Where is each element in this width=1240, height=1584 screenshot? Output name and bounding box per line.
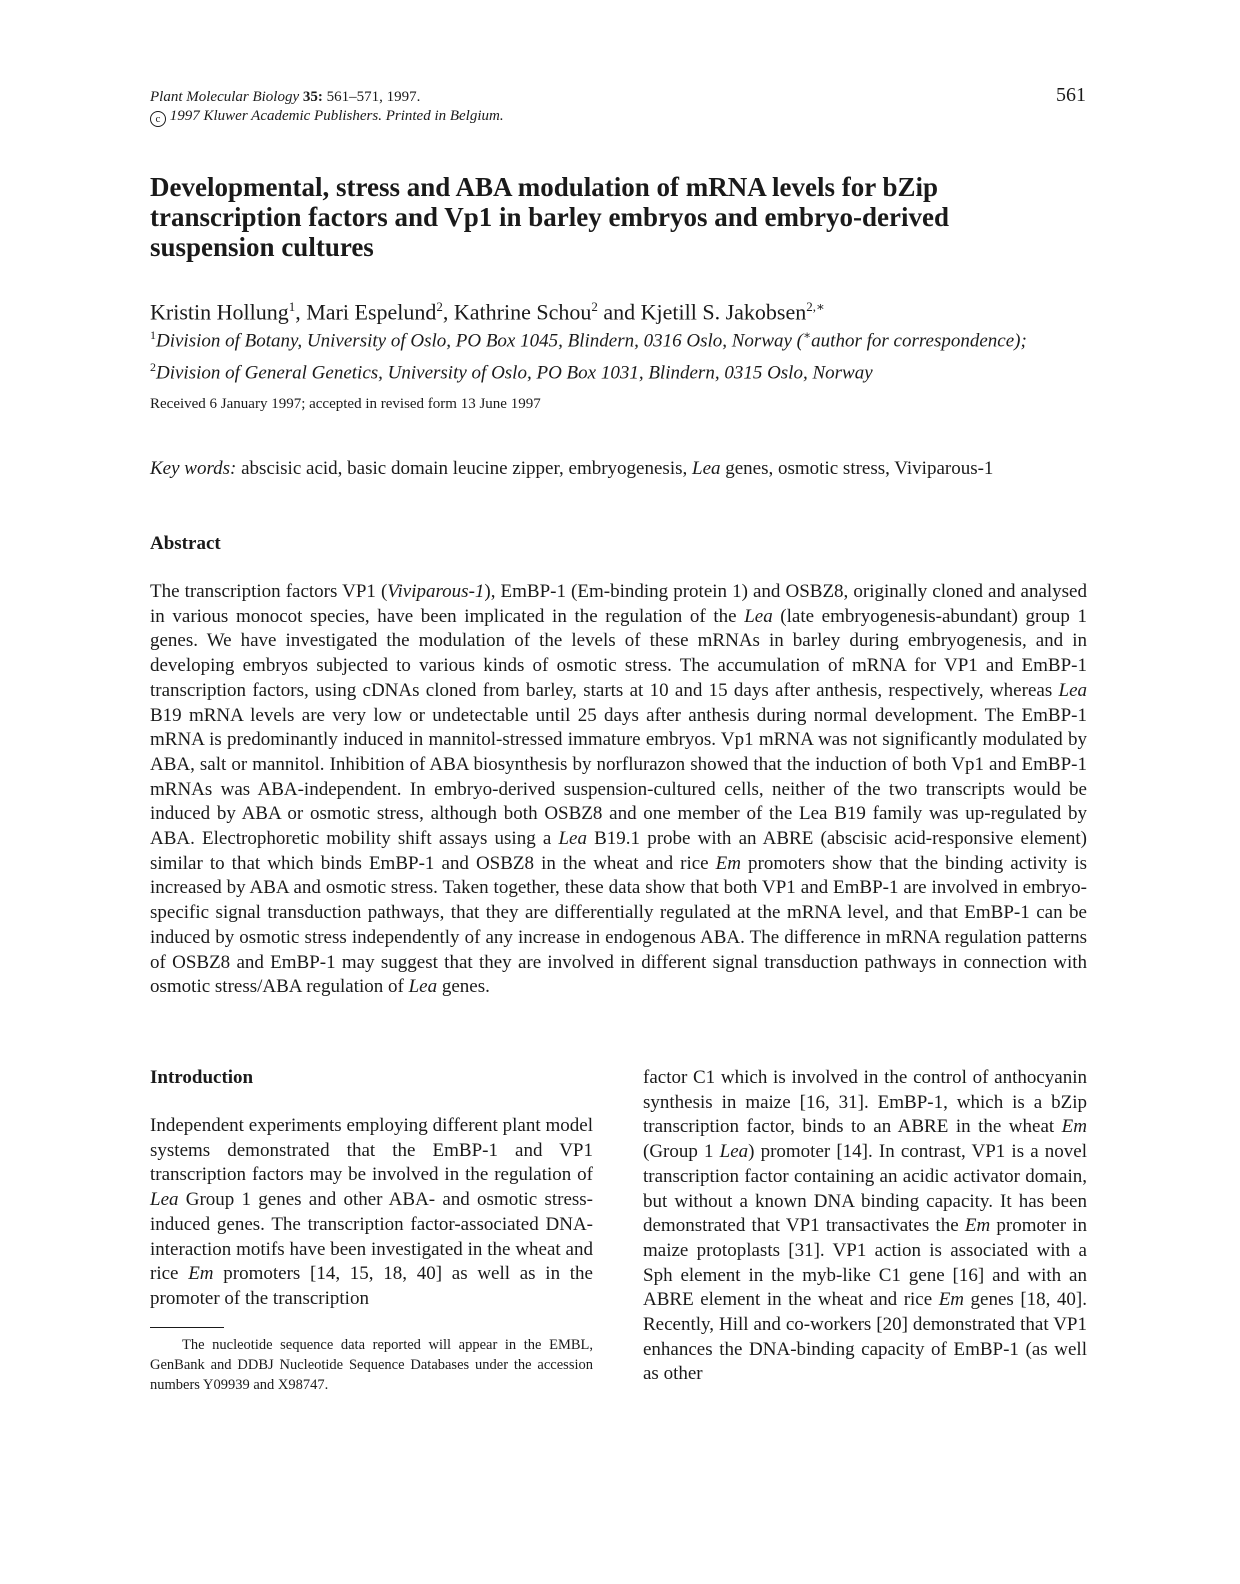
- copyright-symbol: c: [150, 111, 166, 127]
- copyright-line: [150, 107, 504, 127]
- intro-text: (Group 1: [643, 1141, 720, 1163]
- introduction-column-left: [150, 1114, 593, 1312]
- received-dates: Received 6 January 1997; accepted in revised form 13 June 1997: [150, 396, 541, 412]
- affiliation-1: Division of Botany, University of Oslo, PO Box 1045, Blindern, 0316 Oslo, Norway (: [156, 330, 804, 352]
- abstract-body: [150, 580, 1087, 1000]
- affil-mark: 1: [150, 328, 156, 342]
- keywords-text: abscisic acid, basic domain leucine zipper, embryogenesis,: [236, 458, 692, 479]
- abstract-italic: Lea: [558, 828, 587, 850]
- intro-italic: Em: [938, 1289, 965, 1311]
- affiliations: [150, 322, 1095, 387]
- keywords-italic: Lea: [692, 458, 721, 479]
- affiliation-2: Division of General Genetics, University of Oslo, PO Box 1031, Blindern, 0315 Oslo, Norway: [156, 362, 873, 384]
- intro-italic: Em: [188, 1263, 214, 1285]
- affil-mark: 2: [150, 360, 156, 375]
- keywords: [150, 457, 993, 481]
- intro-text: promoter in maize protoplasts [31]. VP1 action is associated with a Sph element in the myb-like C1 gene [16] and with an ABRE element in the wheat and rice: [643, 1215, 1087, 1311]
- footnote-divider: [150, 1327, 224, 1328]
- abstract-italic: Em: [715, 852, 741, 874]
- abstract-text: B19 mRNA levels are very low or undetectable until 25 days after anthesis during normal development. The EmBP-1 mRNA is predominantly induced in mannitol-stressed immature embryos. Vp1 mRNA was not significantly modulated by ABA, salt or mannitol. Inhibition of ABA biosynthesis by norflurazon showed that the induction of both Vp1 and EmBP-1 mRNAs was ABA-independent. In embryo-derived suspension-cultured cells, neither of the two transcripts would be induced by ABA or osmotic stress, although both OSBZ8 and one member of the Lea B19 family was up-regulated by ABA. Electrophoretic mobility shift assays using a: [150, 704, 1087, 850]
- journal-name: Plant Molecular Biology: [150, 89, 300, 105]
- abstract-italic: Viviparous-1: [387, 581, 485, 602]
- intro-italic: Em: [1061, 1116, 1087, 1138]
- author-affil-mark: 2: [591, 299, 598, 314]
- introduction-column-right: [643, 1066, 1087, 1387]
- intro-text: Independent experiments employing different plant model systems demonstrated that the EmBP-1 and VP1 transcription factors may be involved in the regulation of: [150, 1115, 593, 1186]
- intro-italic: Lea: [719, 1141, 749, 1163]
- abstract-text: The transcription factors VP1 (: [150, 581, 388, 602]
- journal-pages-year: 561–571, 1997.: [326, 89, 421, 105]
- author-affil-mark: 2: [436, 299, 443, 314]
- author-affil-mark: 1: [288, 299, 296, 314]
- author: Kjetill S. Jakobsen: [640, 299, 807, 325]
- abstract-text: B19.1 probe with an ABRE (abscisic acid-responsive element) similar to that which binds EmBP-1 and OSBZ8 in the wheat and rice: [150, 828, 1087, 874]
- author-separator: ,: [442, 299, 454, 325]
- copyright-text: 1997 Kluwer Academic Publishers. Printed in Belgium.: [169, 108, 504, 124]
- author-affil-mark: 2,∗: [806, 299, 825, 314]
- abstract-italic: Lea: [1058, 679, 1087, 701]
- keywords-label: Key words:: [150, 458, 237, 479]
- introduction-heading: Introduction: [150, 1067, 254, 1088]
- page-number: 561: [1056, 84, 1086, 106]
- abstract-text: genes.: [437, 976, 490, 998]
- abstract-text: promoters show that the binding activity is increased by ABA and osmotic stress. Taken together, these data show that both VP1 and EmBP-1 are involved in embryo-specific signal transduction pathways, that they are differentially regulated at the mRNA level, and that EmBP-1 can be induced by osmotic stress independently of any increase in endogenous ABA. The difference in mRNA regulation patterns of OSBZ8 and EmBP-1 may suggest that they are involved in different signal transduction pathways in connection with osmotic stress/ABA regulation of: [150, 852, 1088, 998]
- journal-line: [150, 88, 504, 107]
- intro-text: promoters [14, 15, 18, 40] as well as in the promoter of the transcription: [150, 1263, 593, 1309]
- corresponding-mark: ∗: [803, 328, 812, 342]
- abstract-text: ), EmBP-1 (Em-binding protein 1) and OSBZ8, originally cloned and analysed in various monocot species, have been implicated in the regulation of the: [150, 581, 1087, 627]
- intro-text: factor C1 which is involved in the control of anthocyanin synthesis in maize [16, 31]. EmBP-1, which is a bZip transcription factor, binds to an ABRE in the wheat: [643, 1067, 1087, 1138]
- intro-italic: Em: [964, 1215, 991, 1237]
- correspondence-note: author for correspondence);: [811, 330, 1027, 352]
- intro-text: Group 1 genes and other ABA- and osmotic stress-induced genes. The transcription factor-associated DNA-interaction motifs have been investigated in the wheat and rice: [150, 1189, 593, 1285]
- author: Kristin Hollung: [150, 299, 289, 325]
- abstract-heading: Abstract: [150, 533, 221, 554]
- footnote: The nucleotide sequence data reported will appear in the EMBL, GenBank and DDBJ Nucleotide Sequence Databases under the accession numbers Y09939 and X98747.: [150, 1337, 593, 1393]
- abstract-italic: Lea: [744, 605, 773, 627]
- author-separator: and: [597, 299, 641, 325]
- abstract-text: (late embryogenesis-abundant) group 1 genes. We have investigated the modulation of the levels of these mRNAs in barley during embryogenesis, and in developing embryos subjected to various kinds of osmotic stress. The accumulation of mRNA for VP1 and EmBP-1 transcription factors, using cDNAs cloned from barley, starts at 10 and 15 days after anthesis, respectively, whereas: [150, 605, 1087, 701]
- intro-text: genes [18, 40]. Recently, Hill and co-workers [20] demonstrated that VP1 enhances the DNA-binding capacity of EmBP-1 (as well as other: [643, 1289, 1087, 1385]
- keywords-text: genes, osmotic stress, Viviparous-1: [720, 458, 994, 479]
- journal-volume: 35:: [302, 89, 323, 105]
- article-title: Developmental, stress and ABA modulation of mRNA levels for bZip transcription factors and Vp1 in barley embryos and embryo-derived suspension cultures: [150, 172, 949, 262]
- author: Kathrine Schou: [453, 299, 592, 325]
- journal-citation: [150, 88, 504, 127]
- abstract-italic: Lea: [408, 976, 438, 998]
- intro-text: ) promoter [14]. In contrast, VP1 is a novel transcription factor containing an acidic activator domain, but without a known DNA binding capacity. It has been demonstrated that VP1 transactivates the: [643, 1141, 1087, 1237]
- intro-italic: Lea: [150, 1189, 179, 1211]
- author: Mari Espelund: [306, 299, 437, 325]
- author-separator: ,: [295, 299, 307, 325]
